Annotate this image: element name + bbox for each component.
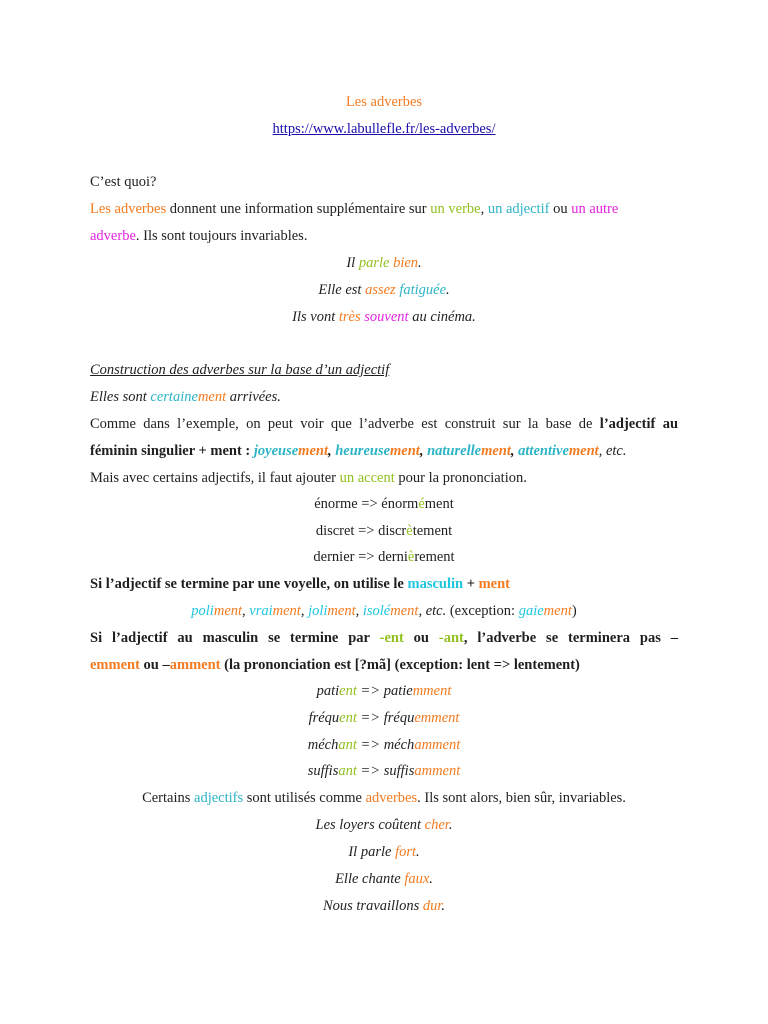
text-run: dernier => derni — [313, 549, 408, 565]
text-run: naturelle — [427, 443, 482, 459]
text-run: é — [418, 496, 425, 512]
text-run: ment — [424, 496, 454, 512]
text-line-ex-1 — [90, 253, 678, 273]
text-run: ment — [327, 603, 356, 619]
text-run: -ent — [379, 630, 404, 646]
text-run: heureuse — [335, 443, 391, 459]
text-line-acc-3 — [90, 547, 678, 567]
text-run: tement — [412, 523, 453, 539]
text-run: pour la prononciation. — [394, 470, 527, 486]
text-run: , — [510, 443, 519, 459]
text-run: , — [355, 603, 363, 619]
source-link[interactable]: https://www.labullefle.fr/les-adverbes/ — [272, 121, 496, 137]
text-line-acc-1 — [90, 494, 678, 514]
text-run: mment — [412, 683, 452, 699]
text-run: fort — [395, 844, 417, 860]
text-line-ex-5 — [90, 601, 678, 621]
text-run: suffis — [307, 763, 339, 779]
text-line-section-heading — [90, 360, 678, 380]
text-run: très — [338, 309, 361, 325]
text-run: ent — [339, 683, 357, 699]
text-run: , l’adverbe se terminera pas – — [463, 630, 678, 646]
text-line-ex-10 — [90, 815, 678, 835]
text-run: un autre — [571, 201, 619, 217]
text-run: Si l’adjectif se termine par une voyelle, on utilise le — [90, 576, 408, 592]
text-run: , — [242, 603, 250, 619]
text-run: amment — [169, 657, 221, 673]
text-run: faux — [404, 871, 430, 887]
text-run: ant — [338, 763, 357, 779]
text-run: ment — [390, 603, 419, 619]
text-run: -ant — [438, 630, 464, 646]
text-run: ment — [568, 443, 599, 459]
text-run: pati — [316, 683, 340, 699]
text-run: ) — [571, 603, 577, 619]
text-run: => méch — [356, 737, 415, 753]
text-run: Construction des adverbes sur la base d’un adjectif — [90, 362, 390, 378]
text-run: , — [480, 201, 488, 217]
text-run: amment — [414, 763, 461, 779]
text-run: => fréqu — [356, 710, 415, 726]
text-line-ex-7 — [90, 708, 678, 728]
text-run: attentive — [518, 443, 569, 459]
text-run: adjectifs — [194, 790, 244, 806]
text-run: (la prononciation est [?mã] (exception: lent => lentement) — [220, 657, 580, 673]
text-line-rule-1a — [90, 414, 678, 434]
text-run: donnent une information supplémentaire sur — [166, 201, 431, 217]
text-run: Si l’adjectif au masculin se termine par — [90, 630, 380, 646]
text-run: , — [419, 443, 428, 459]
text-line-rule-1b — [90, 441, 678, 461]
text-run: certaine — [150, 389, 198, 405]
text-run: C’est quoi? — [90, 174, 157, 190]
text-run: vrai — [249, 603, 273, 619]
text-run: . — [441, 898, 446, 914]
text-run: fréqu — [308, 710, 340, 726]
text-run: ou — [403, 630, 439, 646]
text-line-ex-11 — [90, 842, 678, 862]
text-line-ex-3 — [90, 307, 678, 327]
text-run: ment — [197, 389, 227, 405]
text-run: + — [463, 576, 479, 592]
text-run: ment — [272, 603, 301, 619]
text-run: Ils vont — [292, 309, 339, 325]
text-run: amment — [414, 737, 461, 753]
text-line-rule-2 — [90, 468, 678, 488]
text-line-def-1 — [90, 199, 678, 219]
text-line-rule-4a — [90, 628, 678, 648]
text-run: fatiguée — [399, 282, 447, 298]
text-run: discret => discr — [315, 523, 407, 539]
text-run: Il — [346, 255, 359, 271]
text-run: Nous travaillons — [322, 898, 423, 914]
text-run: => patie — [356, 683, 413, 699]
text-run: Elle chante — [335, 871, 405, 887]
text-run: ment — [543, 603, 572, 619]
text-run: ant — [338, 737, 357, 753]
text-line-acc-2 — [90, 521, 678, 541]
text-run: bien — [393, 255, 419, 271]
text-run: è — [407, 549, 415, 565]
text-run: au cinéma. — [408, 309, 476, 325]
text-run: ent — [339, 710, 357, 726]
text-run: (exception: — [446, 603, 519, 619]
text-run: . — [448, 817, 453, 833]
text-run: un verbe — [430, 201, 481, 217]
text-run: ment — [478, 576, 511, 592]
text-run: masculin — [407, 576, 464, 592]
text-line-ex-12 — [90, 869, 678, 889]
text-run: Certains — [142, 790, 195, 806]
text-run: poli — [191, 603, 214, 619]
text-run: méch — [307, 737, 339, 753]
source-link-line — [90, 119, 678, 139]
text-run: . — [416, 844, 420, 860]
text-line-ex-8 — [90, 735, 678, 755]
text-run: énorme => énorm — [314, 496, 419, 512]
text-run: arrivées. — [226, 389, 281, 405]
text-line-rule-3 — [90, 574, 678, 594]
text-run: emment — [414, 710, 460, 726]
text-run: . — [418, 255, 422, 271]
text-line-rule-4b — [90, 655, 678, 675]
text-run: . — [429, 871, 433, 887]
text-run: . — [446, 282, 450, 298]
text-run: , etc. — [598, 443, 627, 459]
text-run: ment — [298, 443, 328, 459]
text-run: Les loyers coûtent — [315, 817, 425, 833]
text-run: , — [300, 603, 309, 619]
text-line-ex-13 — [90, 896, 678, 916]
text-run: adverbe — [90, 228, 136, 244]
text-run: gaie — [518, 603, 544, 619]
text-run: assez — [365, 282, 396, 298]
text-run: Elles sont — [90, 389, 151, 405]
text-run: ment — [213, 603, 243, 619]
text-run: adverbes — [365, 790, 418, 806]
text-line-ex-4 — [90, 387, 678, 407]
text-run: Mais avec certains adjectifs, il faut ajouter — [90, 470, 340, 486]
text-line-cest-quoi — [90, 172, 678, 192]
text-run: ment — [390, 443, 420, 459]
text-run: isolé — [362, 603, 391, 619]
text-run: rement — [414, 549, 455, 565]
text-line-def-2 — [90, 226, 678, 246]
text-run: un accent — [339, 470, 395, 486]
text-run: l’adjectif au — [599, 416, 679, 432]
text-run: . Ils sont alors, bien sûr, invariables. — [417, 790, 626, 806]
text-run: Elle est — [318, 282, 366, 298]
text-run: cher — [424, 817, 449, 833]
text-run: un adjectif — [487, 201, 550, 217]
text-run: ou – — [139, 657, 170, 673]
text-run: , — [327, 443, 336, 459]
text-line-ex-2 — [90, 280, 678, 300]
text-run: Les adverbes — [90, 201, 167, 217]
text-run: , etc. — [418, 603, 447, 619]
text-run: => suffis — [356, 763, 415, 779]
text-run: emment — [90, 657, 140, 673]
text-run: joli — [308, 603, 328, 619]
text-line-ex-6 — [90, 681, 678, 701]
text-run: Comme dans l’exemple, on peut voir que l’adverbe est construit sur la base de — [90, 416, 600, 432]
text-run: ou — [549, 201, 572, 217]
text-run: féminin singulier + ment : — [90, 443, 254, 459]
text-run: parle — [358, 255, 390, 271]
text-run: è — [406, 523, 413, 539]
text-run: dur — [422, 898, 442, 914]
text-line-ex-9 — [90, 761, 678, 781]
text-run: souvent — [364, 309, 409, 325]
text-run: ment — [481, 443, 511, 459]
text-run: Il parle — [348, 844, 396, 860]
page-title: Les adverbes — [345, 94, 423, 110]
text-run: . Ils sont toujours invariables. — [135, 228, 308, 244]
text-run: joyeuse — [253, 443, 299, 459]
text-run: sont utilisés comme — [243, 790, 366, 806]
text-line-rule-5 — [90, 788, 678, 808]
